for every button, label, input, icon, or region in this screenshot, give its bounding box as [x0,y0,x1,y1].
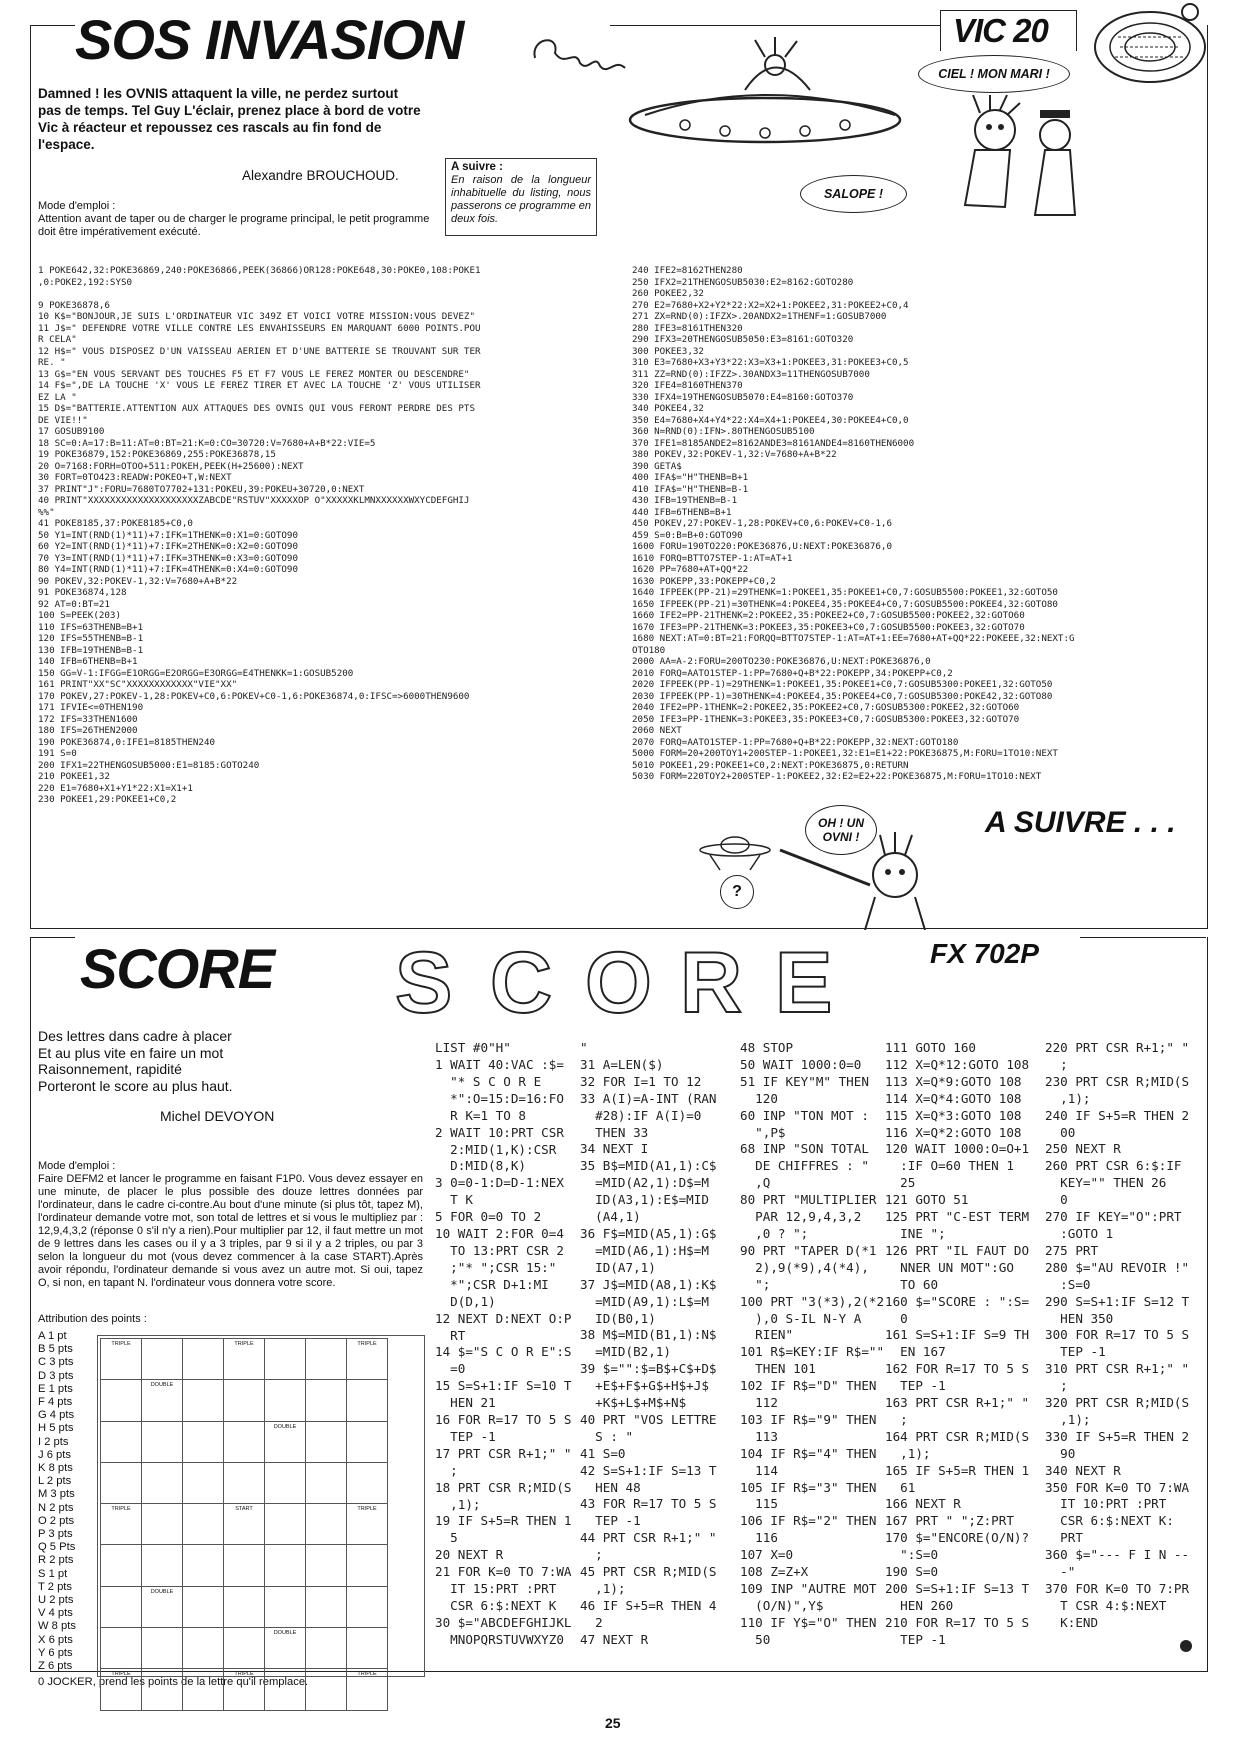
poem-line: Raisonnement, rapidité [38,1061,182,1077]
points-list [38,1330,76,1673]
cell-triple: TRIPLE [111,1506,131,1513]
sos-platform: VIC 20 [953,12,1048,49]
sos-platform-box [940,10,1077,51]
cell-triple: TRIPLE [111,1671,131,1678]
score-col-3: 48 STOP 50 WAIT 1000:0=0 51 IF KEY"M" THEN 120 60 INP "TON MOT : ",P$ 68 INP "SON TOTAL DE CHIFFRES : " ,Q 80 PRT "MULTIPLIER PAR 12,9,4,3,2 ,0 ? "; 90 PRT "TAPER D(*1 2),9(*9),4(*4), "; 100 PRT "3(*3),2(*2 ),0 S-IL N-Y A RIEN" 101 R$=KEY:IF R$="" THEN 101 102 IF R$="D" THEN 112 103 IF R$="9" THEN 113 104 IF R$="4" THEN 114 105 IF R$="3" THEN 115 106 IF R$="2" THEN 116 107 X=0 108 Z=Z+X 109 INP "AUTRE MOT (O/N)",Y$ 110 IF Y$="O" THEN 50 [740,1040,885,1647]
sos-mode-title: Mode d'emploi : [38,200,116,212]
points-item: H 5 pts [38,1422,74,1435]
score-author: Michel DEVOYON [160,1108,275,1124]
cell-triple: TRIPLE [357,1506,377,1513]
points-item: E 1 pts [38,1382,73,1395]
score-platform: FX 702P [930,938,1039,969]
poem-line: Porteront le score au plus haut. [38,1077,233,1094]
score-logo-letter-r: R [680,935,743,1031]
points-item: R 2 pts [38,1554,74,1567]
bubble-ciel [918,55,1070,93]
score-attribution-title: Attribution des points : [38,1313,147,1325]
score-top-rule [30,937,75,938]
ufo-illustration [625,35,935,155]
points-item: P 3 pts [38,1528,73,1541]
score-list-header: LIST #0"H" [435,1040,511,1055]
bubble-salope [800,175,907,213]
couple-cartoon [945,95,1095,225]
points-item: M 3 pts [38,1488,75,1501]
points-item: Z 6 pts [38,1660,73,1673]
sos-suivre-text: En raison de la longueur inhabituelle du listing, nous passerons ce programme en deux fois. [451,174,592,225]
cell-triple: TRIPLE [357,1671,377,1678]
points-item: A 1 pt [38,1330,67,1342]
points-item: T 2 pts [38,1580,72,1593]
points-item: Q 5 Pts [38,1541,76,1554]
points-item: I 2 pts [38,1435,69,1448]
score-col-5: 220 PRT CSR R+1;" " ; 230 PRT CSR R;MID(S ,1); 240 IF S+5=R THEN 2 00 250 NEXT R 260 PRT CSR 6:$:IF KEY="" THEN 26 0 270 IF KEY="O":PRT :GOTO 1 275 PRT 280 $="AU REVOIR !" :S=0 290 S=S+1:IF S=12 T HEN 350 300 FOR R=17 TO 5 S TEP -1 310 PRT CSR R+1;" " ; 320 PRT CSR R;MID(S ,1); 330 IF S+5=R THEN 2 90 340 NEXT R 350 FOR K=0 TO 7:WA IT 10:PRT :PRT CSR 6:$:NEXT K: PRT 360 $="--- F I N -- -" 370 FOR K=0 TO 7:PR T CSR 4:$:NEXT K:END [1045,1040,1190,1630]
points-item: O 2 pts [38,1514,75,1527]
bubble-ovni-text: OH ! UN OVNI ! [818,816,864,844]
score-logo [395,935,875,1033]
sos-a-suivre: A SUIVRE . . . [985,806,1176,839]
points-item: U 2 pts [38,1594,74,1607]
sos-intro: Damned ! les OVNIS attaquent la ville, ne perdez surtout pas de temps. Tel Guy L'éclair, prenez place à bord de votre Vic à réacteur et repoussez ces rascals au fin fond de l'espace. [38,86,421,152]
snake-doodle [1090,2,1210,97]
score-logo-letter-e: E [775,935,833,1031]
points-item: G 4 pts [38,1409,75,1422]
cell-start: START [235,1506,253,1513]
points-item: K 8 pts [38,1462,73,1475]
bubble-salope-text: SALOPE ! [823,187,884,201]
page-number: 25 [605,1715,621,1731]
sos-listing-left: 1 POKE642,32:POKE36869,240:POKE36866,PEEK(36866)OR128:POKE648,30:POKE0,108:POKE1 ,0:POKE2,192:SYS0 9 POKE36878,6 10 K$="BONJOUR,JE SUIS L'ORDINATEUR VIC 349Z ET VOICI VOTRE MISSION:VOUS DEVEZ" 11 J$=" DEFENDRE VOTRE VILLE CONTRE LES ENVAHISSEURS EN MARQUANT 6000 POINTS.POU R CELA" 12 H$=" VOUS DISPOSEZ D'UN VAISSEAU AERIEN ET D'UNE BATTERIE SE TROUVANT SUR TER RE. " 13 G$="EN VOUS SERVANT DES TOUCHES F5 ET F7 VOUS LE FEREZ MONTER OU DESCENDRE" 14 F$=",DE LA TOUCHE 'X' VOUS LE FEREZ TIRER ET AVEC LA TOUCHE 'Z' VOUS UTILISER EZ LA " 15 D$="BATTERIE.ATTENTION AUX ATTAQUES DES OVNIS QUI VOUS FERONT PERDRE DES PTS DE VIE!!" 17 GOSUB9100 18 SC=0:A=17:B=11:AT=0:BT=21:K=0:CO=30720:V=7680+A+B*22:VIE=5 19 POKE36879,152:POKE36869,255:POKE36878,15 20 O=7168:FORH=OTOO+511:POKEH,PEEK(H+25600):NEXT 30 FORT=0TO423:READW:POKEO+T,W:NEXT 37 PRINT"J":FORU=7680TO7702+131:POKEU,39:POKEU+30720,0:NEXT 40 PRINT"XXXXXXXXXXXXXXXXXXXXZABCDE"RSTUV"XXXXXOP O"XXXXXKLMNXXXXXXWXYCDEFGHIJ %%" 41 POKE8185,37:POKE8185+C0,0 50 Y1=INT(RND(1)*11)+7:IFK=1THENK=0:X1=0:GOTO90 60 Y2=INT(RND(1)*11)+7:IFK=2THENK=0:X2=0:GOTO90 70 Y3=INT(RND(1)*11)+7:IFK=3THENK=0:X3=0:GOTO90 80 Y4=INT(RND(1)*11)+7:IFK=4THENK=0:X4=0:GOTO90 90 POKEV,32:POKEV-1,32:V=7680+A+B*22 91 POKE36874,128 92 AT=0:BT=21 100 S=PEEK(203) 110 IFS=63THENB=B+1 120 IFS=55THENB=B-1 130 IFB=19THENB=B-1 140 IFB=6THENB=B+1 150 GG=V-1:IFGG=E1ORGG=E2ORGG=E3ORGG=E4THENKK=1:GOSUB5200 161 PRINT"XX"SC"XXXXXXXXXXXX"VIE"XX" 170 POKEV,27:POKEV-1,28:POKEV+C0,6:POKEV+C0-1,6:POKE36874,0:IFSC=>6000THEN9600 171 IFVIE<=0THEN190 172 IFS=33THEN1600 180 IFS=26THEN2000 190 POKE36874,0:IFE1=8185THEN240 191 S=0 200 IFX1=22THENGOSUB5000:E1=8185:GOTO240 210 POKEE1,32 220 E1=7680+X1+Y1*22:X1=X1+1 230 POKEE1,29:POKEE1+C0,2 [38,265,481,805]
poem-line: Des lettres dans cadre à placer [38,1028,232,1044]
points-item: N 2 pts [38,1501,74,1514]
score-mode-title: Mode d'emploi : [38,1160,116,1172]
score-title: SCORE [80,937,275,1000]
cell-double: DOUBLE [150,1588,174,1595]
sos-title: SOS INVASION [75,8,464,71]
score-logo-letter-s: S [395,935,453,1031]
sos-mode-text: Attention avant de taper ou de charger le programe principal, le petit programme doit être impérativement exécuté. [38,213,430,238]
points-item: J 6 pts [38,1448,71,1461]
swirl-doodle [530,28,630,78]
points-item: F 4 pts [38,1396,73,1409]
poem-line: Et au plus vite en faire un mot [38,1044,224,1061]
points-item: Y 6 pts [38,1646,73,1659]
score-logo-letter-c: C [490,935,553,1031]
cell-triple: TRIPLE [234,1341,254,1347]
score-board [100,1338,388,1711]
sos-suivre-box [445,158,597,236]
cell-triple: TRIPLE [234,1671,254,1678]
points-item: D 3 pts [38,1369,74,1382]
top-rule [30,25,75,26]
bubble-question-text: ? [732,883,742,900]
score-col-4: 111 GOTO 160 112 X=Q*12:GOTO 108 113 X=Q*9:GOTO 108 114 X=Q*4:GOTO 108 115 X=Q*3:GOTO 108 116 X=Q*2:GOTO 108 120 WAIT 1000:O=O+1 :IF O=60 THEN 1 25 121 GOTO 51 125 PRT "C-EST TERM INE "; 126 PRT "IL FAUT DO NNER UN MOT":GO TO 60 160 $="SCORE : ":S= 0 161 S=S+1:IF S=9 TH EN 167 162 FOR R=17 TO 5 S TEP -1 163 PRT CSR R+1;" " ; 164 PRT CSR R;MID(S ,1); 165 IF S+5=R THEN 1 61 166 NEXT R 167 PRT " ";Z:PRT 170 $="ENCORE(O/N)? ":S=0 190 S=0 200 S=S+1:IF S=13 T HEN 260 210 FOR R=17 TO 5 S TEP -1 [885,1040,1030,1647]
score-poem [38,1028,233,1094]
cell-double: DOUBLE [273,1423,297,1430]
points-item: W 8 pts [38,1620,76,1633]
bubble-ciel-text: CIEL ! MON MARI ! [938,67,1050,81]
score-col-1: 1 WAIT 40:VAC :$= "* S C O R E *":O=15:D=16:FO R K=1 TO 8 2 WAIT 10:PRT CSR 2:MID(1,K):CSR D:MID(8,K) 3 0=0-1:D=D-1:NEX T K 5 FOR 0=0 TO 2 10 WAIT 2:FOR 0=4 TO 13:PRT CSR 2 ;"* ";CSR 15:" *";CSR D+1:MI D(D,1) 12 NEXT D:NEXT O:P RT 14 $="S C O R E":S =0 15 S=S+1:IF S=10 T HEN 21 16 FOR R=17 TO 5 S TEP -1 17 PRT CSR R+1;" " ; 18 PRT CSR R;MID(S ,1); 19 IF S+5=R THEN 1 5 20 NEXT R 21 FOR K=0 TO 7:WA IT 15:PRT :PRT CSR 6:$:NEXT K 30 $="ABCDEFGHIJKL MNOPQRSTUVWXYZ0 [435,1057,572,1647]
score-jocker: 0 JOCKER, prend les points de la lettre qu'il remplace. [38,1676,309,1688]
points-item: B 5 pts [38,1343,73,1356]
end-bullet [1180,1640,1192,1652]
score-top-rule-right [1080,937,1206,938]
cell-double: DOUBLE [150,1382,174,1389]
points-item: S 1 pt [38,1567,68,1580]
points-item: V 4 pts [38,1607,73,1620]
sos-listing-right: 240 IFE2=8162THEN280 250 IFX2=21THENGOSUB5030:E2=8162:GOTO280 260 POKEE2,32 270 E2=7680+X2+Y2*22:X2=X2+1:POKEE2,31:POKEE2+C0,4 271 ZX=RND(0):IFZX>.20ANDX2=1THENF=1:GOSUB7000 280 IFE3=8161THEN320 290 IFX3=20THENGOSUB5050:E3=8161:GOTO320 300 POKEE3,32 310 E3=7680+X3+Y3*22:X3=X3+1:POKEE3,31:POKEE3+C0,5 311 ZZ=RND(0):IFZZ>.30ANDX3=11THENGOSUB7000 320 IFE4=8160THEN370 330 IFX4=19THENGOSUB5070:E4=8160:GOTO370 340 POKEE4,32 350 E4=7680+X4+Y4*22:X4=X4+1:POKEE4,30:POKEE4+C0,0 360 N=RND(0):IFN>.80THENGOSUB5100 370 IFE1=8185ANDE2=8162ANDE3=8161ANDE4=8160THEN6000 380 POKEV,32:POKEV-1,32:V=7680+A+B*22 390 GETA$ 400 IFA$="H"THENB=B+1 410 IFA$="H"THENB=B-1 430 IFB=19THENB=B-1 440 IFB=6THENB=B+1 450 POKEV,27:POKEV-1,28:POKEV+C0,6:POKEV+C0-1,6 459 S=0:B=B+0:GOTO90 1600 FORU=190TO220:POKE36876,U:NEXT:POKE36876,0 1610 FORQ=BTTO7STEP-1:AT=AT+1 1620 PP=7680+AT+QQ*22 1630 POKEPP,33:POKEPP+C0,2 1640 IFPEEK(PP-21)=29THENK=1:POKEE1,35:POKEE1+C0,7:GOSUB5500:POKEE1,32:GOTO50 1650 IFPEEK(PP-21)=30THENK=4:POKEE4,35:POKEE4+C0,7:GOSUB5500:POKEE4,32:GOTO80 1660 IFE2=PP-21THENK=2:POKEE2,35:POKEE2+C0,7:GOSUB5500:POKEE2,32:GOTO60 1670 IFE3=PP-21THENK=3:POKEE3,35:POKEE3+C0,7:GOSUB5500:POKEE3,32:GOTO70 1680 NEXT:AT=0:BT=21:FORQQ=BTTO7STEP-1:AT=AT+1:EE=7680+AT+QQ*22:POKEEE,32:NEXT:G OTO180 2000 AA=A-2:FORU=200TO230:POKE36876,U:NEXT:POKE36876,0 2010 FORQ=AATO1STEP-1:PP=7680+Q+B*22:POKEPP,34:POKEPP+C0,2 2020 IFPEEK(PP-1)=29THENK=1:POKEE1,35:POKEE1+C0,7:GOSUB5300:POKEE1,32:GOTO50 2030 IFPEEK(PP-1)=30THENK=4:POKEE4,35:POKEE4+C0,7:GOSUB5300:POKE42,32:GOTO80 2040 IFE2=PP-1THENK=2:POKEE2,35:POKEE2+C0,7:GOSUB5300:POKEE2,32:GOTO60 2050 IFE3=PP-1THENK=3:POKEE3,35:POKEE3+C0,7:GOSUB5300:POKEE3,32:GOTO70 2060 NEXT 2070 FORQ=AATO1STEP-1:PP=7680+Q+B*22:POKEPP,32:NEXT:GOTO180 5000 FORM=20+200TOY1+200STEP-1:POKEE1,32:E1=E1+22:POKE36875,M:FORU=1TO10:NEXT 5010 POKEE1,29:POKEE1+C0,2:NEXT:POKE36875,0:RETURN 5030 FORM=220TOY2+200STEP-1:POKEE2,32:E2=E2+22:POKE36875,M:FORU=1TO10:NEXT [632,265,1075,782]
cell-triple: TRIPLE [111,1341,131,1347]
points-item: C 3 pts [38,1356,74,1369]
points-item: L 2 pts [38,1475,72,1488]
sos-author: Alexandre BROUCHOUD. [242,168,399,183]
sos-suivre-title: A suivre : [451,161,503,173]
score-mode-text: Faire DEFM2 et lancer le programme en faisant F1P0. Vous devez essayer en une minute, de placer le plus possible des douze lettres données par l'ordinateur, dans le cadre ci-contre.Au bout d'une minute (si plus tôt, tapez M), l'ordinateur demande votre mot, son total de lettres et si vous le multipliez par : 12,9,4,3,2 (réponse 0 s'il n'y a rien).Pour multiplier par 12, il faut mettre un mot de 9 lettres dans les cases ou il y a 3 triples, par 9 si il y a 2 triples, ou par 3 selon la longueur du mot (vous devez commencer à la case START).Après avoir répondu, l'ordinateur demande si vous avez un autre mot. Si oui, tapez O, si non, en tapant N. l'ordinateur vous donnera votre score. [38,1173,423,1289]
mosquito-ufo-cartoon [690,830,950,930]
score-logo-letter-o: O [585,935,652,1031]
top-rule-right [610,25,940,26]
cell-double: DOUBLE [273,1630,297,1637]
points-item: X 6 pts [38,1633,73,1646]
cell-triple: TRIPLE [357,1341,377,1347]
score-col-2: " 31 A=LEN($) 32 FOR I=1 TO 12 33 A(I)=A-INT (RAN #28):IF A(I)=0 THEN 33 34 NEXT I 35 B$=MID(A1,1):C$ =MID(A2,1):D$=M ID(A3,1):E$=MID (A4,1) 36 F$=MID(A5,1):G$ =MID(A6,1):H$=M ID(A7,1) 37 J$=MID(A8,1):K$ =MID(A9,1):L$=M ID(B0,1) 38 M$=MID(B1,1):N$ =MID(B2,1) 39 $="":$=B$+C$+D$ +E$+F$+G$+H$+J$ +K$+L$+M$+N$ 40 PRT "VOS LETTRE S : " 41 S=0 42 S=S+1:IF S=13 T HEN 48 43 FOR R=17 TO 5 S TEP -1 44 PRT CSR R+1;" " ; 45 PRT CSR R;MID(S ,1); 46 IF S+5=R THEN 4 2 47 NEXT R [580,1040,717,1647]
